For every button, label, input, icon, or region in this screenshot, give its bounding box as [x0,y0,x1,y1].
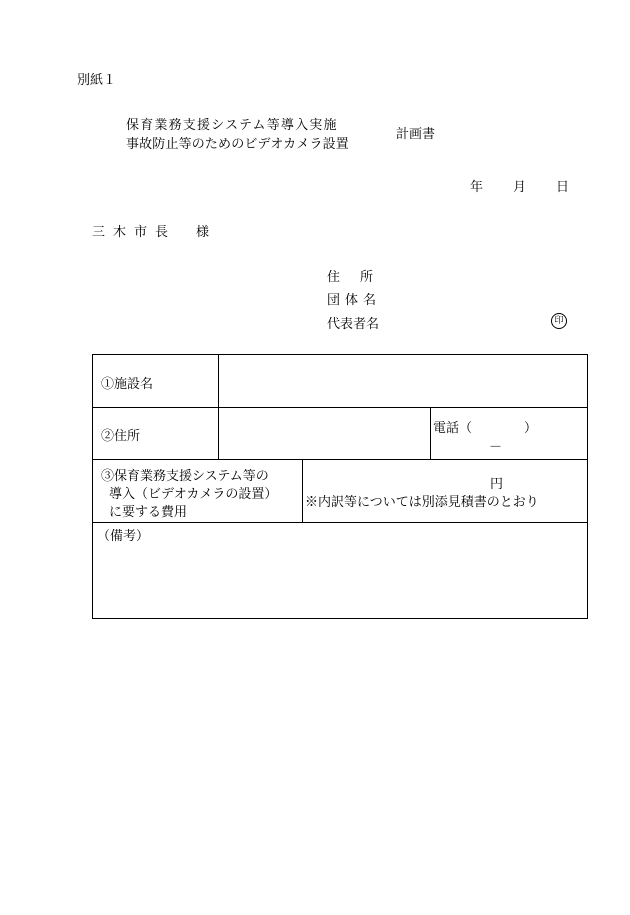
facility-name-field[interactable] [219,355,587,407]
cost-label-line-3: に要する費用 [109,505,188,520]
remarks-label: （備考） [97,529,150,544]
seal-icon: 印 [551,313,567,329]
col-divider [302,459,303,522]
application-form-table [92,354,588,619]
applicant-org-label: 団体名 [327,293,382,308]
cost-label-line-2: 導入（ビデオカメラの設置） [109,487,278,502]
facility-name-label: ①施設名 [101,377,154,392]
addressee-name: 三木市長 [92,225,177,240]
date-month-label: 月 [513,180,527,195]
yen-label: 円 [490,477,504,492]
remarks-field[interactable] [93,543,587,618]
address-field[interactable] [219,408,430,459]
date-year-label: 年 [470,180,484,195]
addressee [92,221,217,240]
col-divider [430,407,431,459]
estimate-note: ※内訳等については別添見積書のとおり [305,495,539,510]
phone-label: 電話（ ） [433,421,538,436]
title-suffix: 計画書 [396,127,436,142]
applicant-rep-label: 代表者名 [327,317,380,332]
applicant-address-label: 住所 [327,270,394,285]
address-label: ②住所 [101,429,141,444]
row-divider [93,459,587,460]
honorific: 様 [196,225,218,240]
row-divider [93,522,587,523]
title-line-2: 事故防止等のためのビデオカメラ設置 [126,137,349,152]
title-line-1: 保育業務支援システム等導入実施 [126,118,338,133]
phone-dash: － [489,440,503,455]
date-day-label: 日 [556,180,570,195]
annex-label: 別紙１ [77,73,117,88]
cost-label-line-1: ③保育業務支援システム等の [101,469,269,484]
